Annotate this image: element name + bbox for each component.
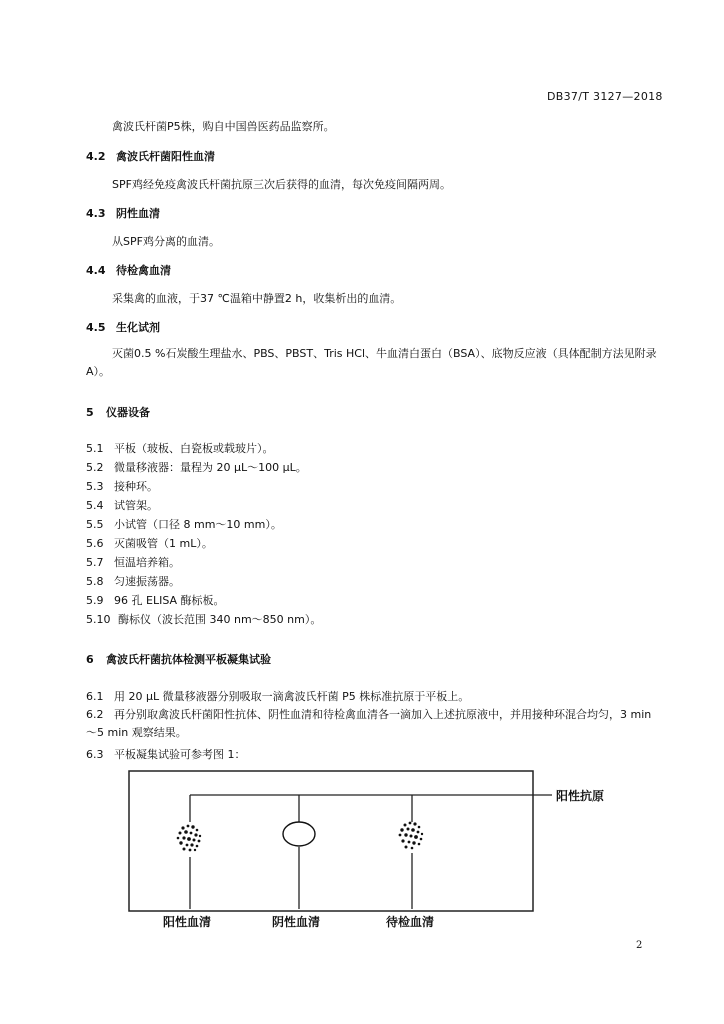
- item-text: 平板凝集试验可参考图 1：: [114, 748, 246, 761]
- item-number: 6.2: [86, 708, 104, 721]
- item-number: 5.10: [86, 613, 111, 626]
- section-title: 阴性血清: [116, 207, 160, 220]
- section-text-4-4: 采集禽的血液，于37 ℃温箱中静置2 h，收集析出的血清。: [112, 292, 402, 305]
- item-number: 5.2: [86, 461, 104, 474]
- chapter-number: 5: [86, 406, 94, 419]
- page-number: 2: [636, 940, 643, 951]
- test-serum-label: 待检血清: [386, 915, 435, 929]
- item-number: 5.8: [86, 575, 104, 588]
- standard-code: DB37/T 3127—2018: [547, 90, 663, 103]
- item-text: 试管架。: [114, 499, 158, 512]
- section-title: 禽波氏杆菌阳性血清: [116, 150, 215, 163]
- item-text: 微量移液器：量程为 20 μL～100 μL。: [114, 461, 307, 474]
- section-title: 生化试剂: [116, 321, 160, 334]
- negative-drop-clear: [283, 822, 315, 846]
- item-number: 5.3: [86, 480, 104, 493]
- item-number: 5.9: [86, 594, 104, 607]
- item-number: 5.6: [86, 537, 104, 550]
- negative-serum-label: 阴性血清: [272, 915, 321, 929]
- item-text: 平板（玻板、白瓷板或载玻片）。: [114, 442, 274, 455]
- item-number: 6.3: [86, 748, 104, 761]
- item-number: 5.4: [86, 499, 104, 512]
- section-title: 待检禽血清: [116, 264, 171, 277]
- test-drop-agglutinated: [399, 822, 424, 850]
- section-text-4-2: SPF鸡经免疫禽波氏杆菌抗原三次后获得的血清，每次免疫间隔两周。: [112, 178, 451, 191]
- section-number: 4.2: [86, 150, 106, 163]
- item-number: 6.1: [86, 690, 104, 703]
- section-number: 4.5: [86, 321, 106, 334]
- item-text: 灭菌吸管（1 mL）。: [114, 537, 213, 550]
- antigen-label: 阳性抗原: [556, 789, 605, 803]
- item-text: 接种环。: [114, 480, 158, 493]
- section-number: 4.4: [86, 264, 106, 277]
- item-text: 用 20 μL 微量移液器分别吸取一滴禽波氏杆菌 P5 株标准抗原于平板上。: [114, 690, 470, 703]
- section-text-4-5: 灭菌0.5 %石炭酸生理盐水、PBS、PBST、Tris HCl、牛血清白蛋白（BSA）、底物反应液（具体配制方法见附录A）。: [86, 347, 657, 378]
- chapter-number: 6: [86, 653, 94, 666]
- positive-serum-label: 阳性血清: [163, 915, 212, 929]
- section-number: 4.3: [86, 207, 106, 220]
- item-text: 小试管（口径 8 mm～10 mm）。: [114, 518, 282, 531]
- item-text: 96 孔 ELISA 酶标板。: [114, 594, 225, 607]
- chapter-title: 禽波氏杆菌抗体检测平板凝集试验: [106, 653, 271, 666]
- item-number: 5.1: [86, 442, 104, 455]
- chapter-title: 仪器设备: [106, 406, 150, 419]
- intro-line: 禽波氏杆菌P5株，购自中国兽医药品监察所。: [112, 120, 335, 133]
- section-text-4-3: 从SPF鸡分离的血清。: [112, 235, 220, 248]
- item-text: 匀速振荡器。: [114, 575, 180, 588]
- item-text: 酶标仪（波长范围 340 nm～850 nm）。: [118, 613, 322, 626]
- item-number: 5.5: [86, 518, 104, 531]
- item-text: 再分别取禽波氏杆菌阳性抗体、阴性血清和待检禽血清各一滴加入上述抗原液中，并用接种环混合均匀，3 min～5 min 观察结果。: [86, 708, 652, 739]
- item-number: 5.7: [86, 556, 104, 569]
- positive-drop-agglutinated: [177, 825, 202, 852]
- item-text: 恒温培养箱。: [114, 556, 180, 569]
